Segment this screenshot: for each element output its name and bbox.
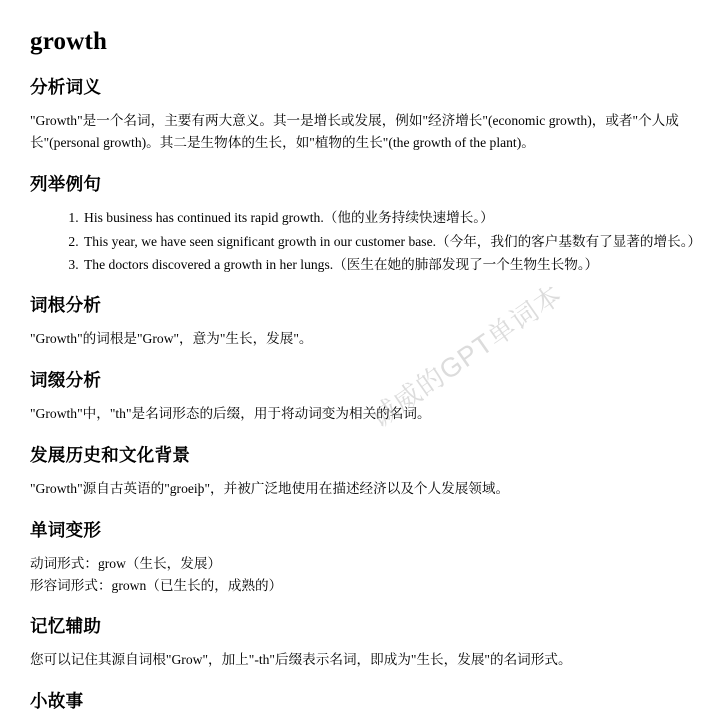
section-paragraph-history: "Growth"源自古英语的"groeiþ"，并被广泛地使用在描述经济以及个人发展领域。 [30, 481, 510, 497]
section-heading-mnemonic: 记忆辅助 [30, 615, 102, 636]
list-item: 3. The doctors discovered a growth in her lungs.（医生在她的肺部发现了一个生物生长物。） [82, 254, 696, 275]
list-item: 1. His business has continued its rapid growth.（他的业务持续快速增长。） [82, 207, 696, 228]
section-heading-affix: 词缀分析 [30, 370, 102, 391]
section-heading-analysis: 分析词义 [30, 77, 102, 97]
section-heading-forms: 单词变形 [30, 520, 102, 541]
section-paragraph-analysis: "Growth"是一个名词，主要有两大意义。其一是增长或发展，例如"经济增长"(economic growth)，或者"个人成长"(personal growth)。其二是生物体的生长，如"植物的生长"(the growth of the plant)。 [30, 113, 679, 151]
section-paragraph-mnemonic: 您可以记住其源自词根"Grow"，加上"-th"后缀表示名词，即成为"生长，发展"的名词形式。 [30, 651, 572, 667]
section-heading-examples: 列举例句 [30, 174, 102, 195]
section-heading-story: 小故事 [30, 690, 84, 711]
watermark-text: 诚威的GPT单词本 [365, 279, 568, 434]
section-heading-history: 发展历史和文化背景 [30, 445, 191, 466]
list-item: 2. This year, we have seen significant growth in our customer base.（今年，我们的客户基数有了显著的增长。） [82, 231, 696, 252]
examples-list [30, 207, 702, 275]
section-heading-root: 词根分析 [30, 295, 102, 316]
word-form-adjective: 形容词形式：grown（已生长的，成熟的） [30, 577, 283, 593]
page-title: growth [30, 28, 108, 55]
section-paragraph-affix: "Growth"中，"th"是名词形态的后缀，用于将动词变为相关的名词。 [30, 406, 431, 422]
word-form-verb: 动词形式：grow（生长，发展） [30, 556, 222, 572]
section-paragraph-root: "Growth"的词根是"Grow"，意为"生长，发展"。 [30, 331, 313, 347]
